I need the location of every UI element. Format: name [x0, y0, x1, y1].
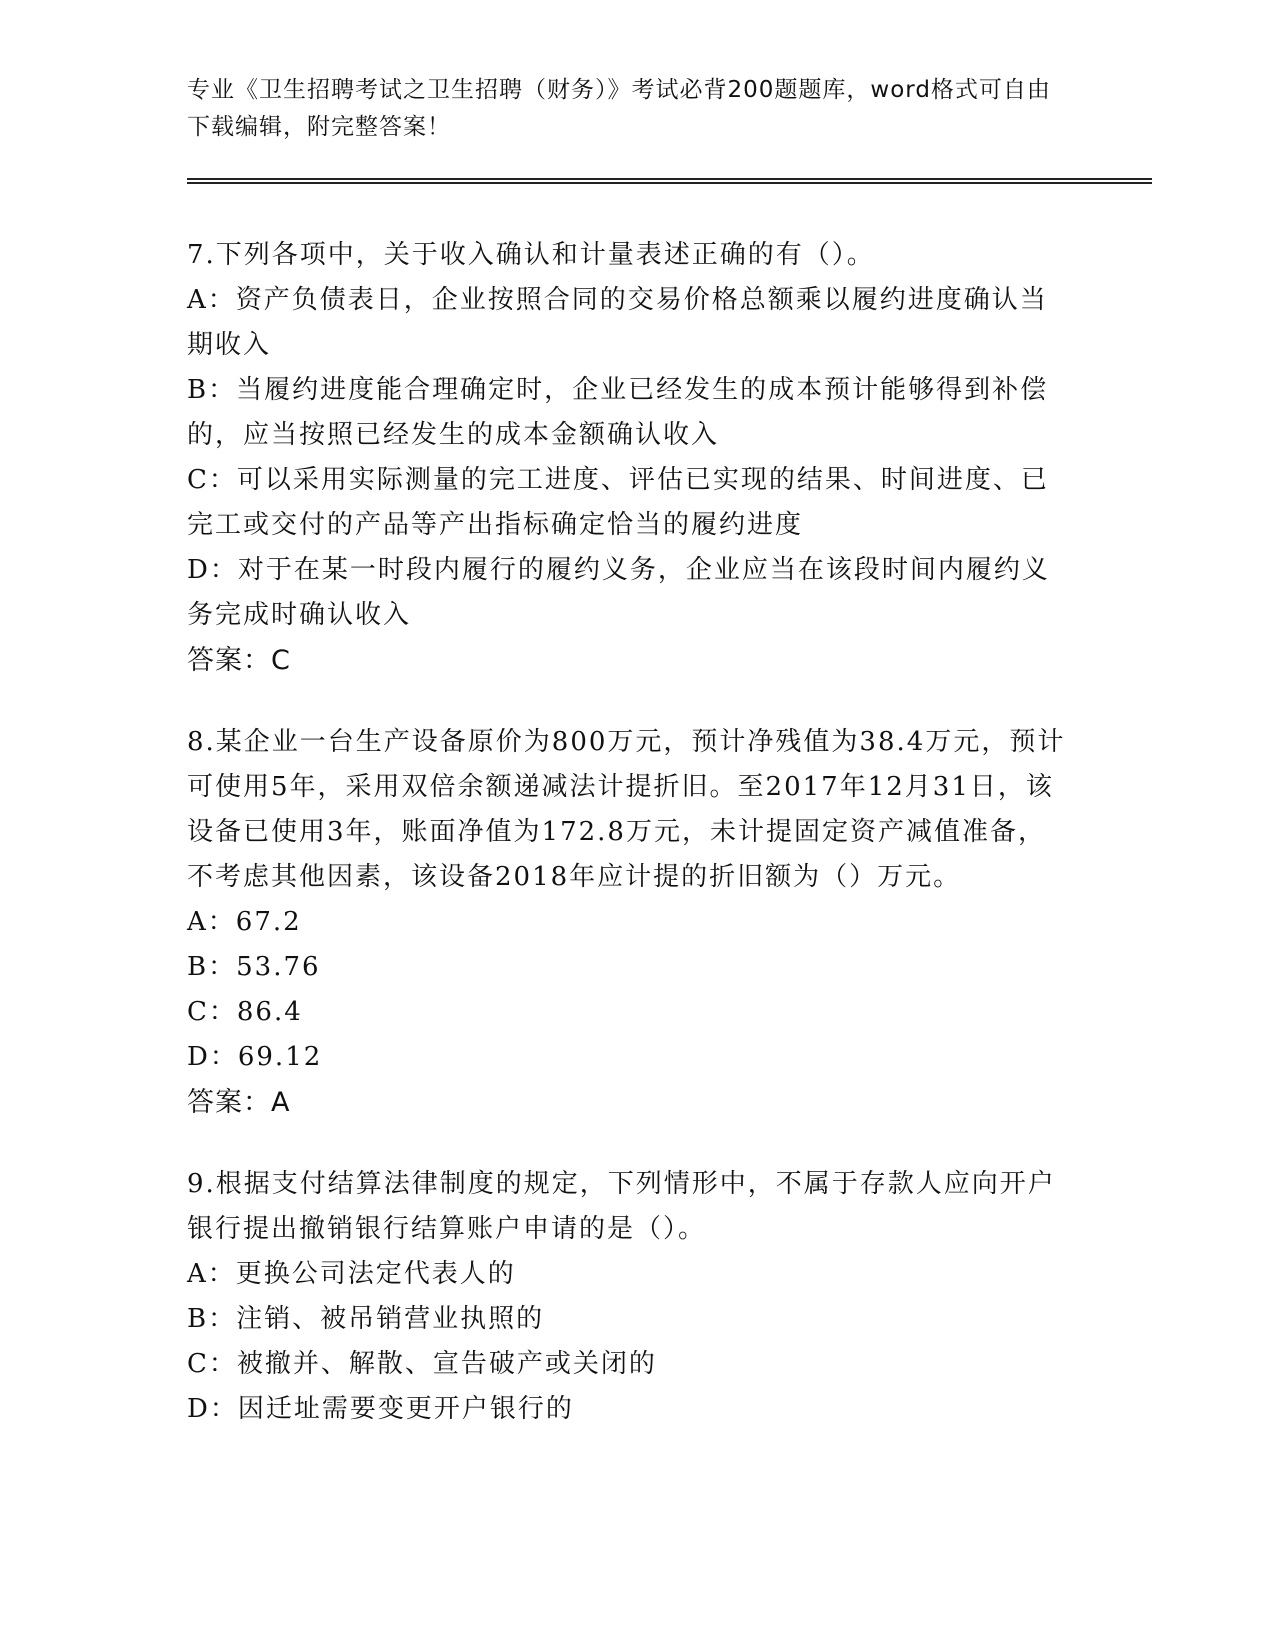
question-9 — [187, 1162, 1072, 1432]
option-b: B：当履约进度能合理确定时，企业已经发生的成本预计能够得到补偿的，应当按照已经发生的成本金额确认收入 — [187, 375, 1049, 450]
answer-label: 答案：C — [187, 645, 291, 676]
question-8 — [187, 720, 1072, 1125]
question-list — [187, 233, 1072, 1469]
header-divider — [187, 178, 1152, 184]
option-d: D：对于在某一时段内履行的履约义务，企业应当在该段时间内履约义务完成时确认收入 — [187, 555, 1050, 630]
question-text: 8.某企业一台生产设备原价为800万元，预计净残值为38.4万元，预计可使用5年，采用双倍余额递减法计提折旧。至2017年12月31日，该设备已使用3年，账面净值为172.8万元，未计提固定资产减值准备，不考虑其他因素，该设备2018年应计提的折旧额为（）万元。 — [187, 727, 1066, 892]
document-header: 专业《卫生招聘考试之卫生招聘（财务）》考试必背200题题库，word格式可自由下载编辑，附完整答案！ — [187, 77, 1051, 140]
option-d: D：69.12 — [187, 1042, 323, 1072]
option-c: C：86.4 — [187, 997, 303, 1027]
question-text: 7.下列各项中，关于收入确认和计量表述正确的有（）。 — [187, 240, 875, 270]
question-text: 9.根据支付结算法律制度的规定，下列情形中，不属于存款人应向开户银行提出撤销银行结算账户申请的是（）。 — [187, 1169, 1056, 1244]
option-b: B：注销、被吊销营业执照的 — [187, 1304, 545, 1334]
option-a: A：更换公司法定代表人的 — [187, 1259, 516, 1289]
option-c: C：可以采用实际测量的完工进度、评估已实现的结果、时间进度、已完工或交付的产品等产出指标确定恰当的履约进度 — [187, 465, 1049, 540]
question-7 — [187, 233, 1072, 683]
option-a: A：资产负债表日，企业按照合同的交易价格总额乘以履约进度确认当期收入 — [187, 285, 1048, 360]
option-a: A：67.2 — [187, 907, 302, 937]
option-c: C：被撤并、解散、宣告破产或关闭的 — [187, 1349, 657, 1379]
answer-label: 答案：A — [187, 1087, 291, 1118]
option-d: D：因迁址需要变更开户银行的 — [187, 1394, 574, 1424]
option-b: B：53.76 — [187, 952, 321, 982]
